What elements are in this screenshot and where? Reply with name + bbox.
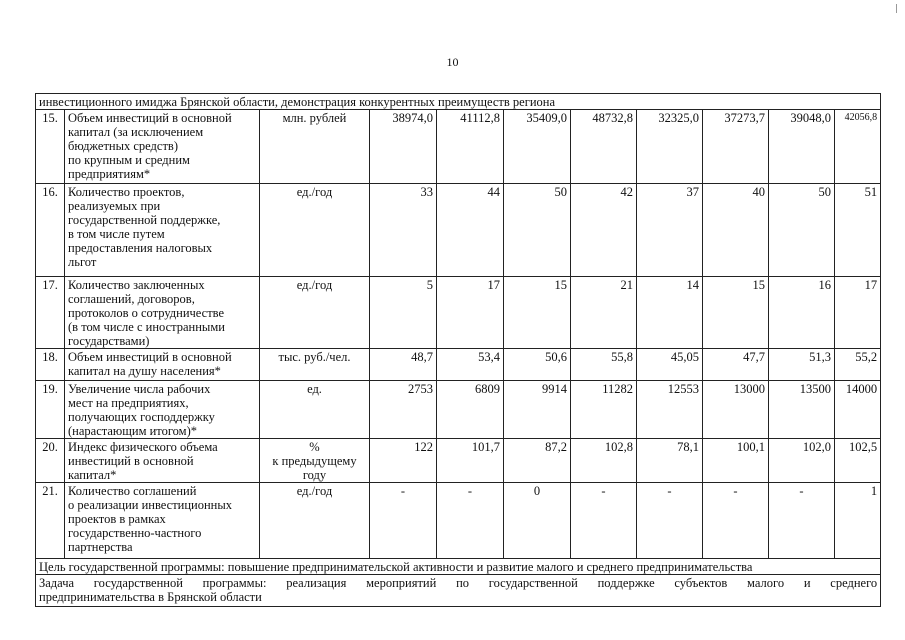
row-number: 20.	[36, 439, 65, 483]
indicator-name	[65, 439, 260, 483]
indicator-name-line: Увеличение числа рабочих	[68, 382, 211, 396]
year-value-cell: 37273,7	[703, 110, 769, 184]
year-value-cell: 40	[703, 184, 769, 277]
indicator-name-line: инвестиций в основной	[68, 454, 194, 468]
year-value-cell: 0	[504, 483, 571, 559]
year-value-cell: -	[370, 483, 437, 559]
table-row	[36, 483, 881, 559]
year-value-cell: 78,1	[637, 439, 703, 483]
row-number: 21.	[36, 483, 65, 559]
year-value-cell: 55,2	[835, 349, 881, 381]
indicator-name-line: государствами)	[68, 334, 150, 348]
year-value-cell: 13500	[769, 381, 835, 439]
unit-line: %	[309, 440, 320, 454]
year-value-cell: 44	[437, 184, 504, 277]
indicator-name	[65, 381, 260, 439]
program-goal: Цель государственной программы: повышение предпринимательской активности и развитие малого и среднего предпринимательства	[36, 559, 881, 575]
year-value-cell: 6809	[437, 381, 504, 439]
indicator-name-line: (нарастающим итогом)*	[68, 424, 197, 438]
year-value-cell: 102,0	[769, 439, 835, 483]
unit-line: млн. рублей	[282, 111, 347, 125]
row-number: 17.	[36, 277, 65, 349]
year-value-cell: 45,05	[637, 349, 703, 381]
indicator-name	[65, 277, 260, 349]
indicator-name-line: соглашений, договоров,	[68, 292, 195, 306]
task-row	[36, 575, 881, 607]
indicator-name-line: Количество соглашений	[68, 484, 197, 498]
year-value-cell: 102,8	[571, 439, 637, 483]
row-number: 15.	[36, 110, 65, 184]
year-value-cell: 50,6	[504, 349, 571, 381]
year-value-cell: 15	[504, 277, 571, 349]
indicator-name-line: Объем инвестиций в основной	[68, 111, 232, 125]
page-number: 10	[446, 55, 459, 69]
year-value-cell: 12553	[637, 381, 703, 439]
indicator-name-line: капитал на душу населения*	[68, 364, 221, 378]
year-value-cell: 51,3	[769, 349, 835, 381]
header-row	[36, 94, 881, 110]
year-value-cell: 1	[835, 483, 881, 559]
year-value-cell: 48732,8	[571, 110, 637, 184]
year-value-cell: 122	[370, 439, 437, 483]
year-value-cell: 53,4	[437, 349, 504, 381]
unit-of-measure	[260, 277, 370, 349]
year-value-cell: 21	[571, 277, 637, 349]
indicator-name-line: партнерства	[68, 540, 133, 554]
unit-of-measure	[260, 349, 370, 381]
year-value-cell: 55,8	[571, 349, 637, 381]
indicator-name-line: льгот	[68, 255, 97, 269]
indicator-name-line: Индекс физического объема	[68, 440, 218, 454]
unit-line: тыс. руб./чел.	[278, 350, 351, 364]
indicator-name-line: о реализации инвестиционных	[68, 498, 233, 512]
year-value-cell: 51	[835, 184, 881, 277]
year-value-cell: 50	[504, 184, 571, 277]
year-value-cell: -	[703, 483, 769, 559]
row-number: 16.	[36, 184, 65, 277]
unit-of-measure	[260, 110, 370, 184]
indicator-name-line: предприятиям*	[68, 167, 151, 181]
indicator-name-line: по крупным и средним	[68, 153, 190, 167]
unit-of-measure	[260, 483, 370, 559]
unit-line: ед./год	[296, 278, 333, 292]
year-value-cell: 14000	[835, 381, 881, 439]
row-number: 18.	[36, 349, 65, 381]
year-value-cell: -	[769, 483, 835, 559]
year-value-cell: 47,7	[703, 349, 769, 381]
unit-line: ед./год	[296, 185, 333, 199]
indicator-name-line: (в том числе с иностранными	[68, 320, 225, 334]
program-task	[36, 575, 881, 607]
indicator-name-line: бюджетных средств)	[68, 139, 178, 153]
unit-line: к предыдущему	[272, 454, 357, 468]
year-value-cell: 42	[571, 184, 637, 277]
year-value-cell: 2753	[370, 381, 437, 439]
table-body	[36, 110, 881, 559]
indicator-name-line: в том числе путем	[68, 227, 165, 241]
year-value-cell: 32325,0	[637, 110, 703, 184]
year-value-cell: -	[637, 483, 703, 559]
indicator-name-line: капитал*	[68, 468, 117, 482]
unit-of-measure	[260, 439, 370, 483]
year-value-cell: 9914	[504, 381, 571, 439]
indicator-name-line: предоставления налоговых	[68, 241, 213, 255]
unit-line: году	[302, 468, 327, 482]
year-value-cell: 100,1	[703, 439, 769, 483]
table-row	[36, 184, 881, 277]
indicator-name-line: получающих господдержку	[68, 410, 215, 424]
indicators-table	[35, 93, 881, 607]
year-value-cell: 16	[769, 277, 835, 349]
indicator-name	[65, 110, 260, 184]
indicator-name	[65, 483, 260, 559]
year-value-cell: 13000	[703, 381, 769, 439]
year-value-cell: 37	[637, 184, 703, 277]
year-value-cell: 42056,8	[835, 110, 881, 184]
indicator-name-line: Объем инвестиций в основной	[68, 350, 232, 364]
indicator-name-line: проектов в рамках	[68, 512, 166, 526]
indicator-name-line: государственно-частного	[68, 526, 202, 540]
year-value-cell: 41112,8	[437, 110, 504, 184]
table-row	[36, 277, 881, 349]
table-row	[36, 110, 881, 184]
indicator-name-line: капитал (за исключением	[68, 125, 204, 139]
unit-line: ед./год	[296, 484, 333, 498]
program-task-line-1: Задача государственной программы: реализация мероприятий по государственной поддержке субъектов малого и среднего	[39, 576, 878, 590]
year-value-cell: 48,7	[370, 349, 437, 381]
indicator-name-line: реализуемых при	[68, 199, 161, 213]
section-header: инвестиционного имиджа Брянской области, демонстрация конкурентных преимуществ региона	[36, 94, 881, 110]
year-value-cell: 39048,0	[769, 110, 835, 184]
year-value-cell: 38974,0	[370, 110, 437, 184]
unit-of-measure	[260, 184, 370, 277]
year-value-cell: 33	[370, 184, 437, 277]
edge-mark	[896, 4, 897, 13]
unit-line: ед.	[307, 382, 322, 396]
program-task-line-2: предпринимательства в Брянской области	[39, 590, 262, 604]
year-value-cell: 14	[637, 277, 703, 349]
unit-of-measure	[260, 381, 370, 439]
table-row	[36, 381, 881, 439]
indicator-name-line: Количество заключенных	[68, 278, 205, 292]
table-row	[36, 349, 881, 381]
year-value-cell: 11282	[571, 381, 637, 439]
indicator-name-line: государственной поддержке,	[68, 213, 221, 227]
year-value-cell: 102,5	[835, 439, 881, 483]
year-value-cell: -	[437, 483, 504, 559]
year-value-cell: 15	[703, 277, 769, 349]
indicator-name-line: протоколов о сотрудничестве	[68, 306, 225, 320]
year-value-cell: 5	[370, 277, 437, 349]
year-value-cell: 17	[835, 277, 881, 349]
table-row	[36, 439, 881, 483]
year-value-cell: 50	[769, 184, 835, 277]
year-value-cell: 17	[437, 277, 504, 349]
year-value-cell: 35409,0	[504, 110, 571, 184]
indicator-name-line: Количество проектов,	[68, 185, 185, 199]
year-value-cell: 101,7	[437, 439, 504, 483]
indicator-name-line: мест на предприятиях,	[68, 396, 189, 410]
indicator-name	[65, 184, 260, 277]
indicator-name	[65, 349, 260, 381]
row-number: 19.	[36, 381, 65, 439]
goal-row	[36, 559, 881, 575]
year-value-cell: -	[571, 483, 637, 559]
year-value-cell: 87,2	[504, 439, 571, 483]
